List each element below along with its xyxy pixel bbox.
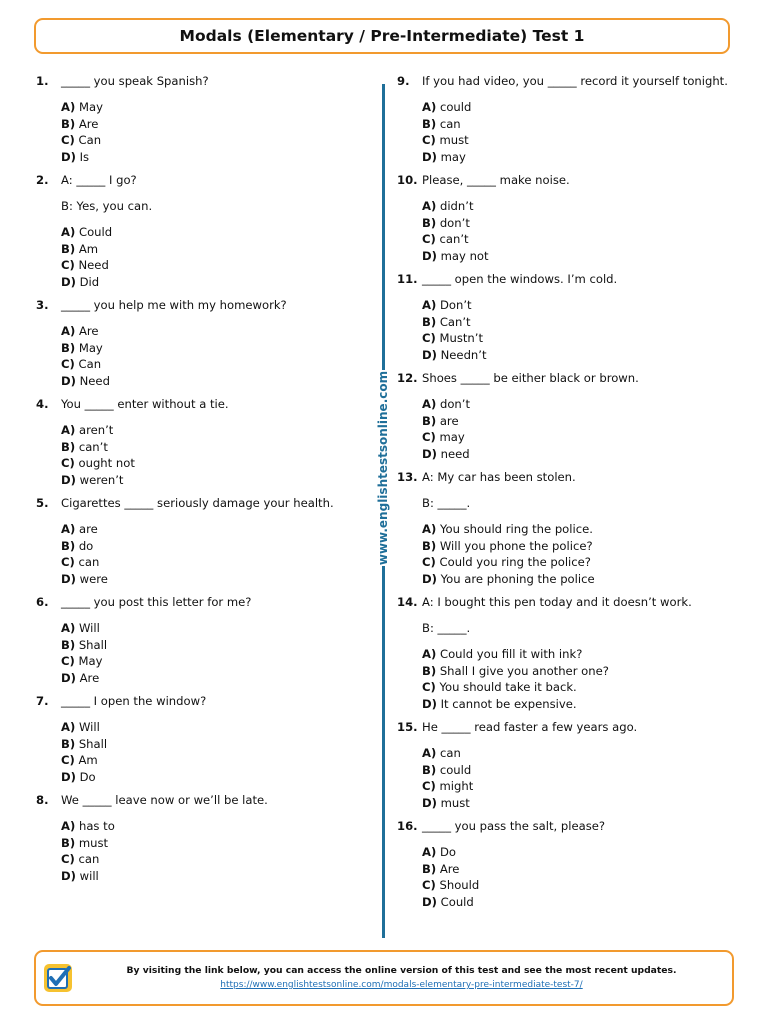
option-letter: A) — [61, 225, 76, 239]
options-list — [422, 396, 737, 462]
option-text: aren’t — [78, 423, 114, 437]
option-letter: D) — [422, 894, 437, 909]
option-text: don’t — [439, 397, 471, 411]
option-text: You are phoning the police — [440, 571, 595, 586]
option-letter: C) — [422, 133, 436, 147]
question-number: 1. — [36, 74, 49, 88]
option-text: didn’t — [439, 199, 474, 213]
option-text: You should take it back. — [439, 680, 577, 694]
option-text: don’t — [439, 215, 470, 230]
question-header — [36, 494, 366, 512]
option-text: Need — [79, 373, 110, 388]
option-letter: B) — [422, 215, 437, 230]
question-item — [36, 791, 366, 884]
answer-option[interactable] — [422, 795, 737, 812]
question-number: 2. — [36, 173, 49, 187]
option-text: could — [439, 762, 472, 777]
option-letter: A) — [422, 845, 437, 859]
column-divider-top — [382, 84, 385, 370]
option-text: It cannot be expensive. — [440, 696, 577, 711]
question-header — [397, 718, 737, 736]
question-text: If you had video, you _____ record it yourself tonight. — [422, 74, 728, 88]
answer-option[interactable] — [422, 347, 737, 364]
option-letter: D) — [422, 795, 437, 810]
question-text: We _____ leave now or we’ll be late. — [61, 793, 268, 807]
option-text: Am — [78, 241, 99, 256]
option-letter: C) — [61, 258, 75, 272]
option-letter: A) — [422, 522, 437, 536]
option-letter: B) — [61, 116, 76, 131]
option-text: Will you phone the police? — [439, 538, 593, 553]
answer-option[interactable] — [422, 149, 737, 166]
question-header — [36, 171, 366, 189]
option-letter: A) — [422, 647, 437, 661]
question-text: Please, _____ make noise. — [422, 173, 570, 187]
question-number: 5. — [36, 496, 49, 510]
answer-option[interactable] — [61, 571, 366, 588]
option-letter: A) — [61, 100, 76, 114]
option-letter: C) — [61, 555, 75, 569]
option-letter: D) — [422, 696, 437, 711]
answer-option[interactable] — [422, 99, 737, 116]
answer-option[interactable] — [422, 314, 737, 331]
option-text: must — [78, 835, 109, 850]
option-text: Is — [79, 149, 90, 164]
question-item — [397, 817, 737, 910]
answer-option[interactable] — [61, 868, 366, 885]
option-letter: C) — [422, 430, 436, 444]
question-header — [397, 171, 737, 189]
question-number: 14. — [397, 595, 418, 609]
options-list — [422, 521, 737, 587]
answer-option[interactable] — [61, 719, 366, 736]
option-letter: A) — [61, 423, 76, 437]
option-letter: B) — [61, 538, 76, 553]
footer-box — [34, 950, 734, 1006]
option-letter: C) — [422, 680, 436, 694]
answer-option[interactable] — [61, 538, 366, 555]
answer-option[interactable] — [61, 99, 366, 116]
options-list — [422, 198, 737, 264]
answer-option[interactable] — [422, 396, 737, 413]
question-text: _____ you pass the salt, please? — [422, 819, 606, 833]
answer-option[interactable] — [422, 248, 737, 265]
option-text: Do — [439, 845, 456, 859]
option-letter: A) — [61, 819, 76, 833]
option-letter: D) — [422, 248, 437, 263]
question-number: 4. — [36, 397, 49, 411]
answer-option[interactable] — [61, 116, 366, 133]
option-letter: D) — [61, 472, 76, 487]
option-letter: D) — [61, 274, 76, 289]
question-header — [397, 468, 737, 486]
question-header — [36, 593, 366, 611]
option-text: can — [78, 555, 100, 569]
option-letter: B) — [422, 762, 437, 777]
question-header — [36, 395, 366, 413]
question-number: 11. — [397, 272, 418, 286]
options-list — [61, 323, 366, 389]
option-text: can’t — [439, 232, 469, 246]
question-text: A: My car has been stolen. — [422, 470, 576, 484]
answer-option[interactable] — [61, 241, 366, 258]
answer-option[interactable] — [61, 670, 366, 687]
answer-option[interactable] — [61, 521, 366, 538]
question-header — [36, 692, 366, 710]
question-item — [36, 395, 366, 488]
question-item — [36, 296, 366, 389]
option-text: Do — [79, 769, 96, 784]
option-letter: C) — [61, 357, 75, 371]
answer-option[interactable] — [422, 413, 737, 430]
question-header — [36, 791, 366, 809]
option-text: can — [78, 852, 100, 866]
option-letter: D) — [422, 446, 437, 461]
answer-option[interactable] — [422, 646, 737, 663]
option-text: will — [79, 868, 99, 883]
option-letter: B) — [61, 241, 76, 256]
question-text: He _____ read faster a few years ago. — [422, 720, 638, 734]
option-text: Could you ring the police? — [439, 555, 591, 569]
option-text: Needn’t — [440, 347, 487, 362]
question-header — [397, 593, 737, 611]
title-box — [34, 18, 730, 54]
answer-option[interactable] — [422, 745, 737, 762]
column-divider-bottom — [382, 566, 385, 938]
option-letter: C) — [422, 331, 436, 345]
option-letter: C) — [61, 852, 75, 866]
option-text: Are — [78, 116, 99, 131]
answer-option[interactable] — [422, 215, 737, 232]
option-letter: C) — [61, 456, 75, 470]
question-number: 6. — [36, 595, 49, 609]
question-item — [397, 270, 737, 363]
question-number: 13. — [397, 470, 418, 484]
option-text: are — [439, 413, 459, 428]
option-text: may — [440, 149, 466, 164]
option-letter: D) — [422, 149, 437, 164]
question-item — [397, 593, 737, 712]
question-item — [397, 718, 737, 811]
options-list — [61, 818, 366, 884]
option-letter: A) — [61, 324, 76, 338]
options-list — [61, 422, 366, 488]
option-text: Are — [78, 324, 99, 338]
answer-option[interactable] — [422, 861, 737, 878]
question-response-line: B: Yes, you can. — [61, 199, 153, 213]
option-letter: D) — [422, 347, 437, 362]
option-text: May — [78, 654, 103, 668]
option-text: Don’t — [439, 298, 472, 312]
option-letter: C) — [422, 779, 436, 793]
answer-option[interactable] — [422, 894, 737, 911]
option-text: Can’t — [439, 314, 471, 329]
question-number: 16. — [397, 819, 418, 833]
answer-option[interactable] — [422, 877, 737, 894]
option-text: Need — [78, 258, 109, 272]
question-text: A: _____ I go? — [61, 173, 137, 187]
question-text: Shoes _____ be either black or brown. — [422, 371, 639, 385]
option-text: You should ring the police. — [439, 522, 593, 536]
question-header — [397, 817, 737, 835]
question-item — [36, 593, 366, 686]
option-letter: C) — [61, 133, 75, 147]
answer-option[interactable] — [61, 472, 366, 489]
footer-link[interactable]: https://www.englishtestsonline.com/modals-elementary-pre-intermediate-test-7/ — [220, 980, 583, 990]
answer-option[interactable] — [422, 446, 737, 463]
option-text: can — [439, 746, 461, 760]
checkbox-icon — [43, 963, 73, 993]
page-title: Modals (Elementary / Pre-Intermediate) Test 1 — [179, 27, 585, 45]
option-letter: B) — [61, 736, 76, 751]
option-letter: B) — [422, 314, 437, 329]
option-letter: D) — [61, 769, 76, 784]
question-text: _____ I open the window? — [61, 694, 207, 708]
answer-option[interactable] — [422, 330, 737, 347]
question-text: _____ open the windows. I’m cold. — [422, 272, 618, 286]
options-list — [61, 99, 366, 165]
option-text: Are — [439, 861, 460, 876]
answer-option[interactable] — [61, 340, 366, 357]
right-column — [397, 72, 737, 916]
option-letter: D) — [61, 868, 76, 883]
option-text: can’t — [78, 439, 108, 454]
question-item — [36, 72, 366, 165]
question-item — [397, 468, 737, 587]
option-text: might — [439, 779, 474, 793]
option-letter: C) — [61, 753, 75, 767]
option-letter: C) — [422, 232, 436, 246]
option-letter: D) — [422, 571, 437, 586]
footer-text: By visiting the link below, you can access the online version of this test and see the most recent updates. — [126, 965, 677, 976]
answer-option[interactable] — [61, 835, 366, 852]
answer-option[interactable] — [422, 429, 737, 446]
option-text: Am — [78, 753, 98, 767]
option-letter: A) — [422, 298, 437, 312]
option-text: Can — [78, 357, 102, 371]
option-letter: A) — [422, 746, 437, 760]
left-column — [36, 72, 366, 890]
question-item — [36, 494, 366, 587]
answer-option[interactable] — [61, 851, 366, 868]
answer-option[interactable] — [422, 538, 737, 555]
question-response-line: B: _____. — [422, 496, 471, 510]
question-number: 9. — [397, 74, 410, 88]
question-text: _____ you help me with my homework? — [61, 298, 287, 312]
answer-option[interactable] — [422, 116, 737, 133]
option-text: Shall — [78, 637, 108, 652]
question-number: 15. — [397, 720, 418, 734]
option-letter: D) — [61, 373, 76, 388]
answer-option[interactable] — [61, 356, 366, 373]
option-text: may not — [440, 248, 489, 263]
question-item — [397, 369, 737, 462]
option-letter: C) — [422, 555, 436, 569]
answer-option[interactable] — [61, 323, 366, 340]
option-text: may — [439, 430, 465, 444]
answer-option[interactable] — [422, 521, 737, 538]
options-list — [61, 719, 366, 785]
answer-option[interactable] — [422, 679, 737, 696]
option-text: May — [78, 340, 103, 355]
answer-option[interactable] — [61, 274, 366, 291]
option-text: must — [440, 795, 470, 810]
option-text: must — [439, 133, 469, 147]
answer-option[interactable] — [422, 762, 737, 779]
answer-option[interactable] — [61, 257, 366, 274]
question-number: 8. — [36, 793, 49, 807]
question-number: 10. — [397, 173, 418, 187]
option-letter: A) — [61, 720, 76, 734]
question-text: Cigarettes _____ seriously damage your health. — [61, 496, 334, 510]
option-text: could — [439, 100, 472, 114]
question-text: You _____ enter without a tie. — [61, 397, 229, 411]
option-text: has to — [78, 819, 115, 833]
answer-option[interactable] — [61, 373, 366, 390]
answer-option[interactable] — [61, 149, 366, 166]
question-text: _____ you post this letter for me? — [61, 595, 252, 609]
option-text: Should — [439, 878, 480, 892]
option-letter: D) — [61, 571, 76, 586]
answer-option[interactable] — [61, 769, 366, 786]
option-text: are — [78, 522, 98, 536]
options-list — [61, 620, 366, 686]
answer-option[interactable] — [422, 696, 737, 713]
option-text: Could — [440, 894, 474, 909]
answer-option[interactable] — [61, 752, 366, 769]
option-letter: D) — [61, 670, 76, 685]
option-text: can — [439, 116, 461, 131]
option-text: Could you fill it with ink? — [439, 647, 583, 661]
option-text: Will — [78, 720, 100, 734]
option-text: Can — [78, 133, 102, 147]
option-letter: D) — [61, 149, 76, 164]
option-letter: B) — [61, 439, 76, 454]
question-item — [397, 72, 737, 165]
answer-option[interactable] — [61, 422, 366, 439]
option-text: weren’t — [79, 472, 124, 487]
option-letter: A) — [61, 522, 76, 536]
question-number: 3. — [36, 298, 49, 312]
option-text: do — [78, 538, 94, 553]
option-text: were — [79, 571, 108, 586]
option-letter: B) — [422, 413, 437, 428]
question-header — [397, 270, 737, 288]
option-letter: A) — [422, 397, 437, 411]
answer-option[interactable] — [61, 620, 366, 637]
answer-option[interactable] — [422, 297, 737, 314]
question-header — [397, 72, 737, 90]
answer-option[interactable] — [422, 554, 737, 571]
options-list — [422, 99, 737, 165]
answer-option[interactable] — [61, 132, 366, 149]
option-text: Shall I give you another one? — [439, 663, 609, 678]
answer-option[interactable] — [61, 637, 366, 654]
answer-option[interactable] — [422, 844, 737, 861]
answer-option[interactable] — [422, 198, 737, 215]
option-text: Will — [78, 621, 100, 635]
answer-option[interactable] — [61, 818, 366, 835]
option-text: Did — [79, 274, 100, 289]
watermark: www.englishtestsonline.com — [376, 370, 390, 566]
question-item — [36, 171, 366, 290]
question-text: A: I bought this pen today and it doesn’t work. — [422, 595, 692, 609]
options-list — [422, 297, 737, 363]
options-list — [422, 646, 737, 712]
option-letter: B) — [61, 637, 76, 652]
question-header — [36, 296, 366, 314]
option-letter: B) — [422, 116, 437, 131]
option-text: ought not — [78, 456, 135, 470]
answer-option[interactable] — [61, 554, 366, 571]
question-item — [36, 692, 366, 785]
option-text: Are — [79, 670, 100, 685]
question-number: 7. — [36, 694, 49, 708]
answer-option[interactable] — [61, 653, 366, 670]
option-letter: B) — [61, 340, 76, 355]
question-item — [397, 171, 737, 264]
option-letter: C) — [61, 654, 75, 668]
answer-option[interactable] — [61, 455, 366, 472]
answer-option[interactable] — [61, 736, 366, 753]
answer-option[interactable] — [61, 224, 366, 241]
answer-option[interactable] — [422, 132, 737, 149]
question-number: 12. — [397, 371, 418, 385]
option-letter: B) — [422, 861, 437, 876]
options-list — [61, 521, 366, 587]
answer-option[interactable] — [422, 663, 737, 680]
options-list — [422, 844, 737, 910]
option-letter: A) — [422, 199, 437, 213]
answer-option[interactable] — [422, 571, 737, 588]
options-list — [422, 745, 737, 811]
answer-option[interactable] — [422, 778, 737, 795]
option-text: Mustn’t — [439, 331, 484, 345]
option-letter: B) — [422, 538, 437, 553]
option-text: May — [78, 100, 103, 114]
question-text: _____ you speak Spanish? — [61, 74, 209, 88]
question-response-line: B: _____. — [422, 621, 471, 635]
options-list — [61, 224, 366, 290]
question-header — [36, 72, 366, 90]
option-text: Shall — [78, 736, 108, 751]
option-letter: B) — [422, 663, 437, 678]
option-letter: C) — [422, 878, 436, 892]
question-header — [397, 369, 737, 387]
answer-option[interactable] — [61, 439, 366, 456]
option-letter: A) — [61, 621, 76, 635]
option-text: Could — [78, 225, 113, 239]
option-letter: B) — [61, 835, 76, 850]
option-letter: A) — [422, 100, 437, 114]
answer-option[interactable] — [422, 231, 737, 248]
option-text: need — [440, 446, 470, 461]
